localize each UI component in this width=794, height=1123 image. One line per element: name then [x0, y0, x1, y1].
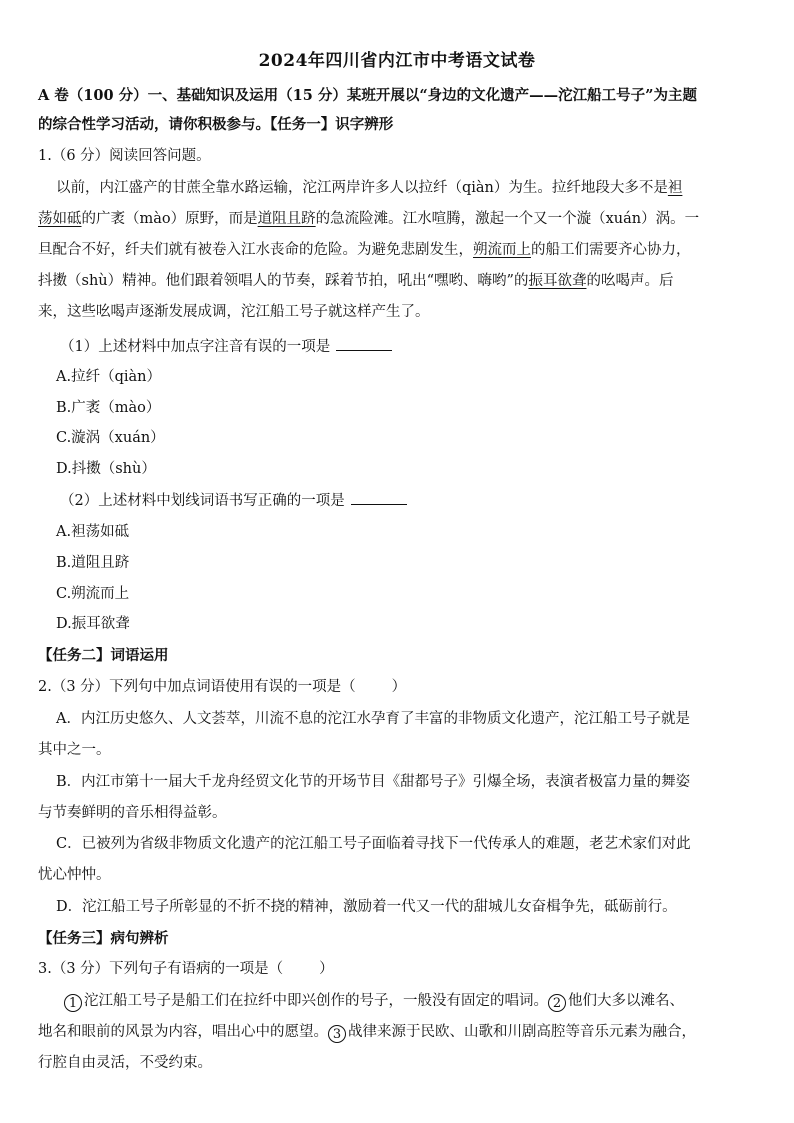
question-3-head: 3.（3 分）下列句子有语病的一项是（ ） — [38, 961, 334, 977]
circled-number-3: 3 — [328, 1025, 346, 1043]
answer-blank — [351, 490, 407, 505]
option-a: A.拉纤（qiàn） — [56, 369, 161, 385]
task-2-heading: 【任务二】词语运用 — [38, 647, 169, 664]
section-intro-line-2: 的综合性学习活动，请你积极参与。【任务一】识字辨形 — [38, 116, 394, 133]
option-a: A.袒荡如砥 — [56, 524, 130, 540]
q2-option-c-line-2: 忧心忡忡。 — [38, 867, 111, 883]
option-d: D.抖擞（shù） — [56, 461, 156, 477]
page-title: 2024年四川省内江市中考语文试卷 — [258, 51, 536, 71]
option-c: C.漩涡（xuán） — [56, 430, 165, 446]
question-1-head: 1.（6 分）阅读回答问题。 — [38, 148, 211, 164]
q2-option-b-line-1: B．内江市第十一届大千龙舟经贸文化节的开场节目《甜都号子》引爆全场，表演者极富力量的舞姿 — [56, 774, 691, 790]
circled-number-1: 1 — [64, 994, 82, 1012]
underlined-word: 朔流而上 — [473, 242, 531, 258]
underlined-word: 道阻且跻 — [257, 211, 316, 227]
underlined-word: 荡如砥 — [38, 211, 82, 227]
option-b: B.广袤（mào） — [56, 400, 161, 416]
section-intro-line-1: A 卷（100 分）一、基础知识及运用（15 分）某班开展以“身边的文化遗产——沱江船工号子”为主题 — [38, 87, 698, 104]
q2-option-a-line-2: 其中之一。 — [38, 742, 111, 758]
underlined-word: 袒 — [667, 180, 683, 196]
q2-option-c-line-1: C．已被列为省级非物质文化遗产的沱江船工号子面临着寻找下一代传承人的难题，老艺术家们对此 — [56, 836, 691, 852]
circled-number-2: 2 — [548, 994, 566, 1012]
answer-blank — [336, 336, 392, 351]
option-d: D.振耳欲聋 — [56, 616, 130, 632]
task-3-heading: 【任务三】病句辨析 — [38, 930, 169, 947]
option-b: B.道阻且跻 — [56, 555, 130, 571]
option-c: C.朔流而上 — [56, 586, 130, 602]
passage-line-5: 来，这些吆喝声逐渐发展成调，沱江船工号子就这样产生了。 — [38, 304, 430, 320]
passage-line-2: 荡如砥的广袤（mào）原野，而是道阻且跻的急流险滩。江水喧腾，激起一个又一个漩（xuán）涡。一 — [38, 211, 700, 227]
passage-line-1: 以前，内江盛产的甘蔗全靠水路运输，沱江两岸许多人以拉纤（qiàn）为生。拉纤地段大多不是袒 — [56, 180, 683, 196]
sub-question-2-stem: （2）上述材料中划线词语书写正确的一项是 — [60, 490, 758, 511]
q2-option-a-line-1: A．内江历史悠久、人文荟萃，川流不息的沱江水孕育了丰富的非物质文化遗产，沱江船工号子就是 — [56, 711, 690, 727]
sub-question-1-stem: （1）上述材料中加点字注音有误的一项是 — [60, 336, 758, 357]
q2-option-d: D．沱江船工号子所彰显的不折不挠的精神，激励着一代又一代的甜城儿女奋楫争先，砥砺前行。 — [56, 899, 677, 915]
question-2-head: 2.（3 分）下列句中加点词语使用有误的一项是（ ） — [38, 679, 407, 695]
passage-line-4: 抖擞（shù）精神。他们跟着领唱人的节奏，踩着节拍，吼出“嘿哟、嗨哟”的振耳欲聋的吆喝声。后 — [38, 273, 674, 289]
q3-passage-line-3: 行腔自由灵活，不受约束。 — [38, 1055, 212, 1071]
underlined-word: 振耳欲聋 — [528, 273, 587, 289]
q3-passage-line-2: 地名和眼前的风景为内容，唱出心中的愿望。 3 战律来源于民欧、山歌和川剧高腔等音乐元素为融合， — [38, 1024, 696, 1042]
q3-passage-line-1: 1 沱江船工号子是船工们在拉纤中即兴创作的号子，一般没有固定的唱词。 2 他们大多以滩名、 — [64, 991, 758, 1012]
q2-option-b-line-2: 与节奏鲜明的音乐相得益彰。 — [38, 805, 227, 821]
passage-line-3: 旦配合不好，纤夫们就有被卷入江水丧命的危险。为避免悲剧发生，朔流而上的船工们需要齐心协力， — [38, 242, 691, 258]
